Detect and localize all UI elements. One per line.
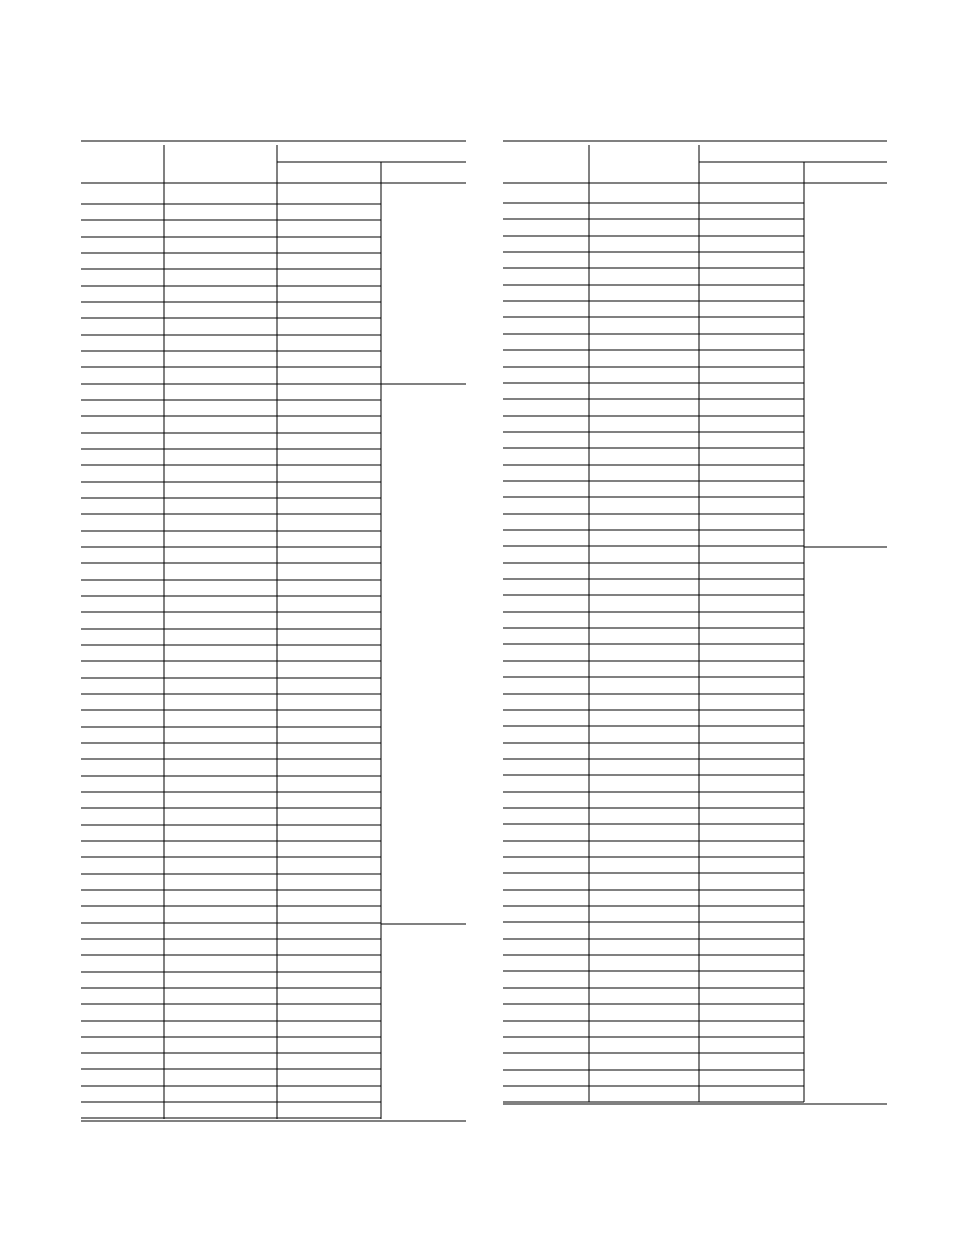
left-table xyxy=(81,141,466,1121)
right-table xyxy=(503,141,887,1104)
